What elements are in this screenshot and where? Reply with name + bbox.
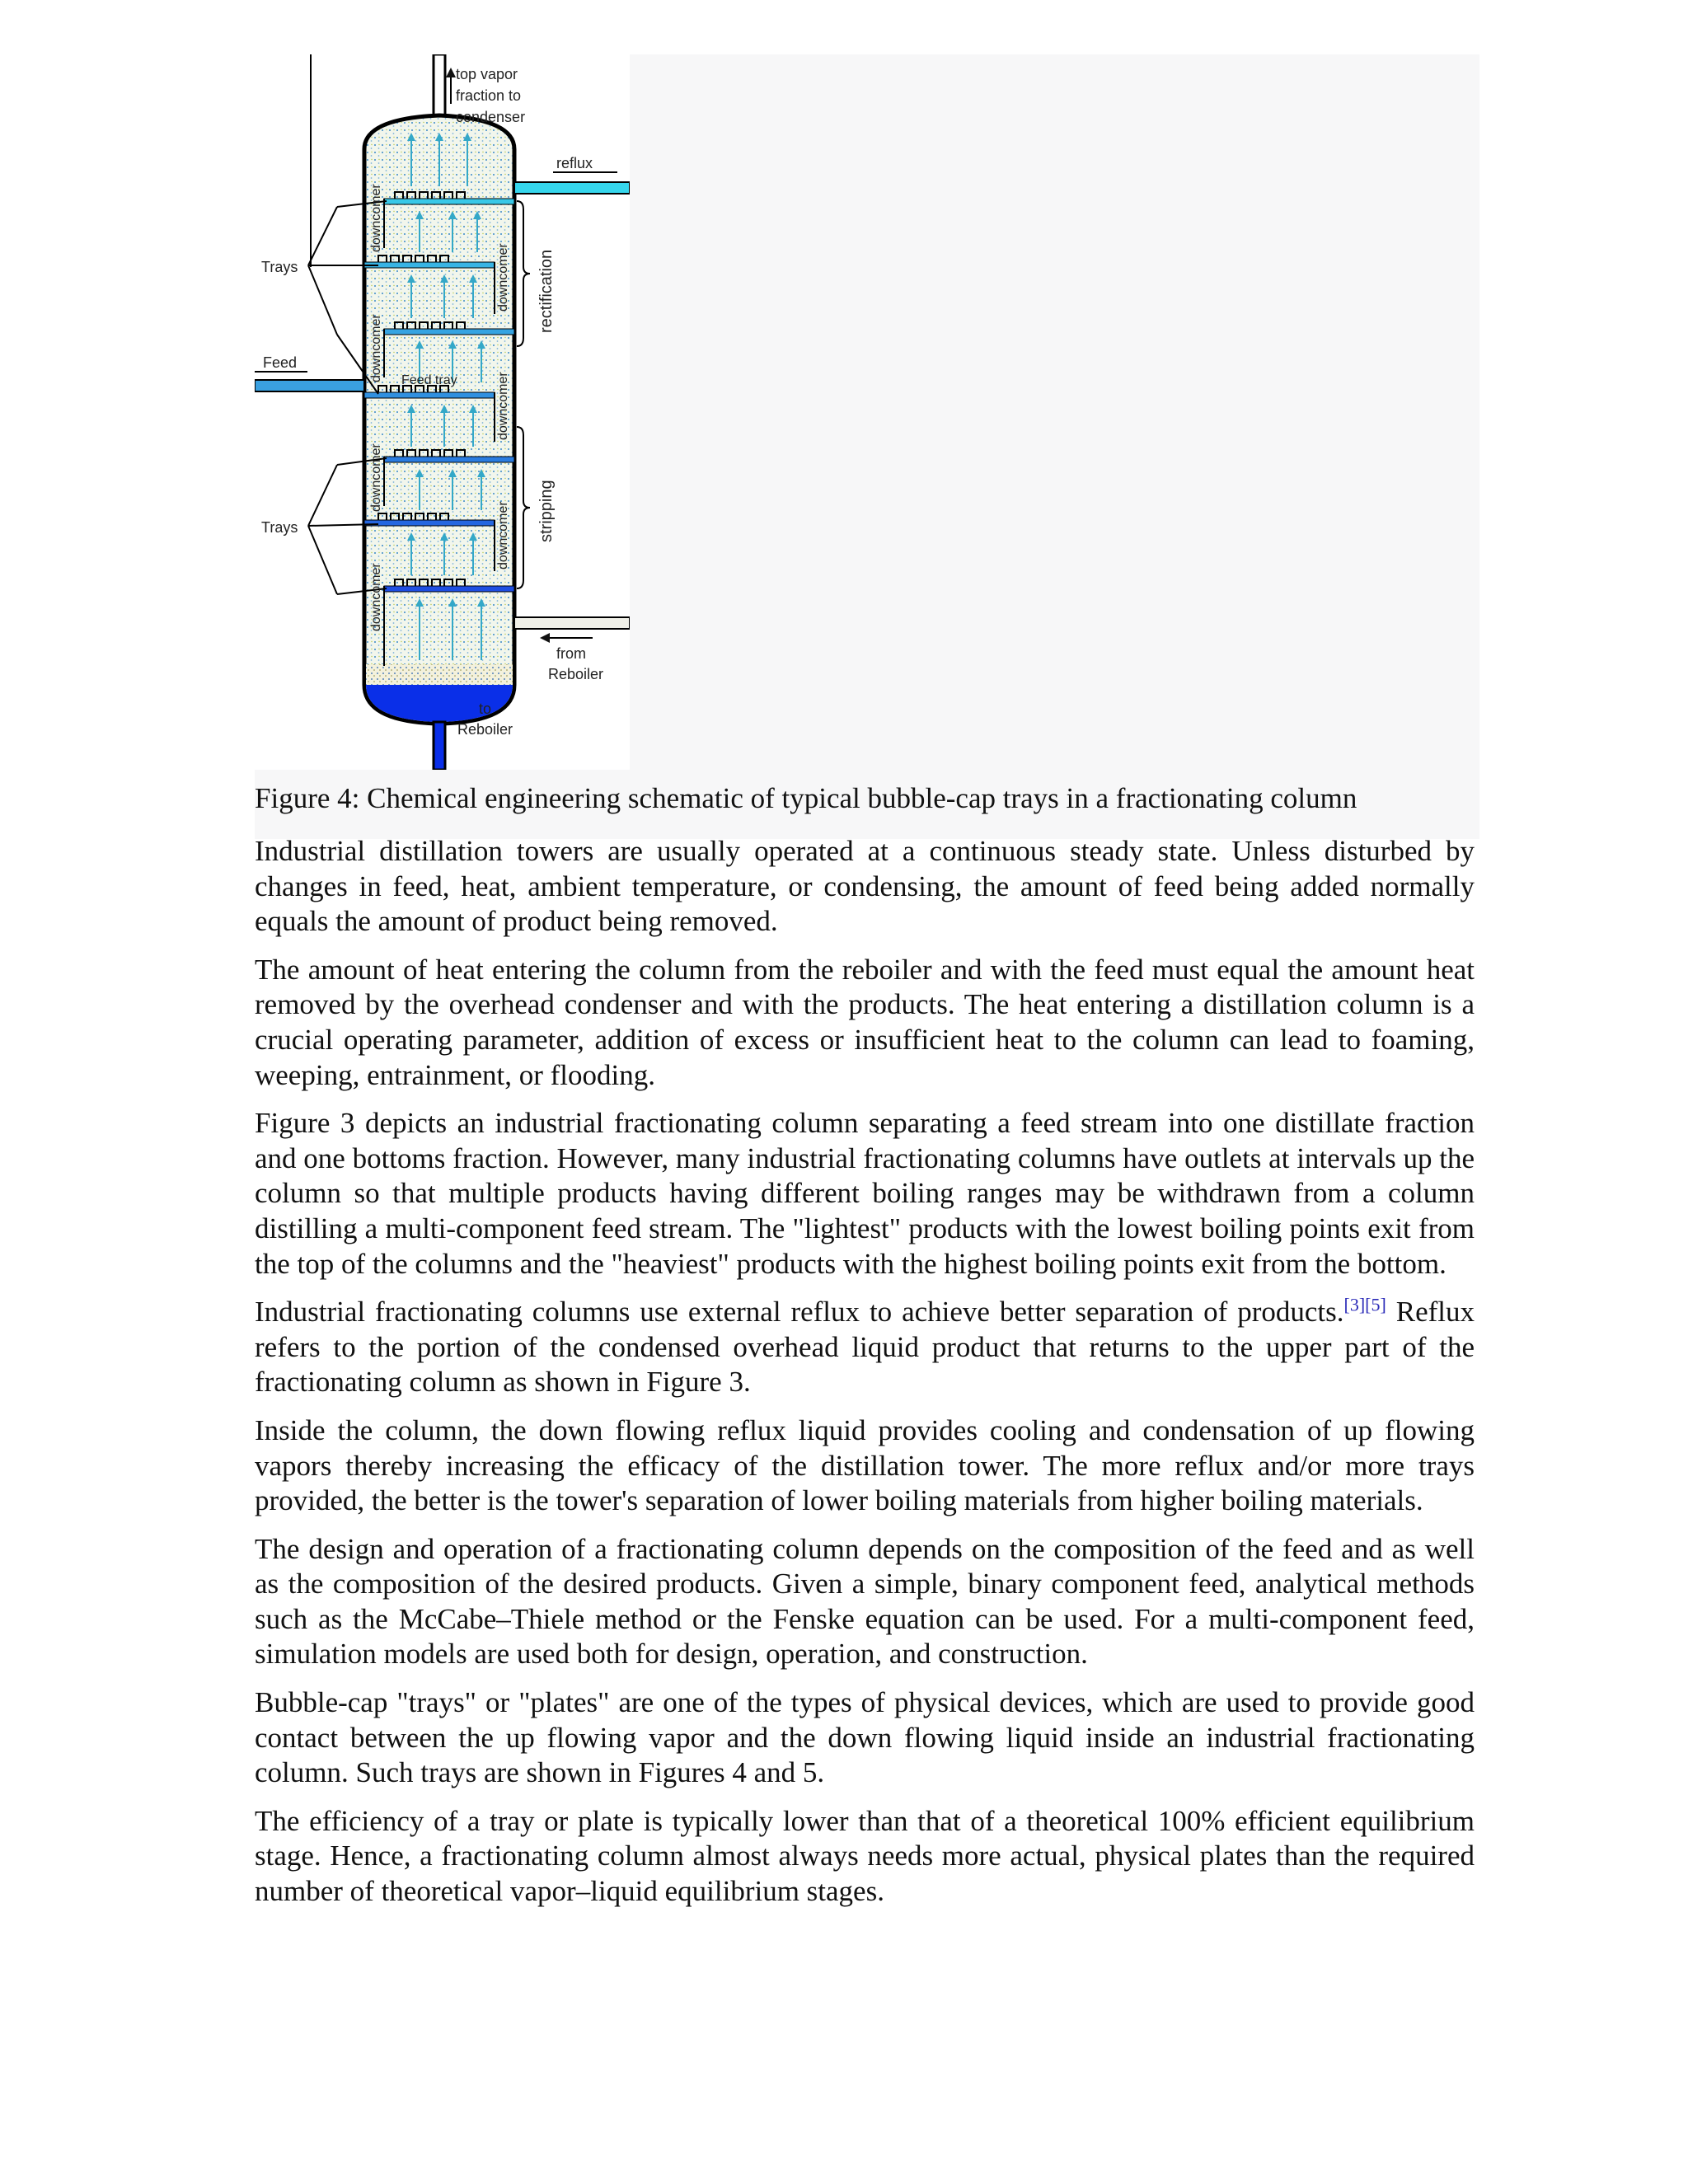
from-reboiler-label-1: from <box>556 645 586 662</box>
rectification-label: rectification <box>537 249 556 333</box>
paragraph: The efficiency of a tray or plate is typically lower than that of a theoretical 100% efficient equilibrium stage. Hence, a fractionating column almost always needs more actual, physical plates than the required number of theoretical vapor–liquid equilibrium stages. <box>255 1804 1475 1908</box>
downcomer-label: downcomer <box>496 372 510 440</box>
paragraph-text: Industrial fractionating columns use external reflux to achieve better separation of products. <box>255 1296 1344 1329</box>
figure-4 <box>255 54 1479 839</box>
citation-link[interactable]: [3][5] <box>1343 1294 1386 1315</box>
paragraph: The design and operation of a fractionating column depends on the composition of the feed and as well as the composition of the desired products. Given a simple, binary component feed, analytical methods such as the McCabe–Thiele method or the Fenske equation can be used. For a multi-component feed, simulation models are used both for design, operation, and construction. <box>255 1532 1475 1671</box>
to-reboiler-label-2: Reboiler <box>457 721 513 738</box>
paragraph: Figure 3 depicts an industrial fractionating column separating a feed stream into one distillate fraction and one bottoms fraction. However, many industrial fractionating columns have outlets at intervals up the column so that multiple products having different boiling ranges may be withdrawn from a column distilling a multi-component feed stream. The "lightest" products with the lowest boiling points exit from the top of the columns and the "heaviest" products with the highest boiling points exit from the bottom. <box>255 1107 1475 1280</box>
to-reboiler-label-1: to <box>479 701 492 717</box>
article-body <box>255 834 1475 1923</box>
top-vapor-label-1: top vapor <box>456 66 518 82</box>
from-reboiler-label-2: Reboiler <box>548 666 604 682</box>
feed-tray-label: Feed tray <box>401 373 457 387</box>
downcomer-label: downcomer <box>369 314 383 382</box>
trays-label-upper: Trays <box>261 259 298 275</box>
top-vapor-label-2: fraction to <box>456 87 522 104</box>
reflux-label: reflux <box>556 155 593 171</box>
paragraph-with-citations <box>255 1295 1475 1400</box>
figure-caption: Figure 4: Chemical engineering schematic of typical bubble-cap trays in a fractionating column <box>255 782 1357 814</box>
paragraph: The amount of heat entering the column from the reboiler and with the feed must equal the amount heat removed by the overhead condenser and with the products. The heat entering a distillation column is a crucial operating parameter, addition of excess or insufficient heat to the column can lead to foaming, weeping, entrainment, or flooding. <box>255 953 1475 1091</box>
paragraph: Industrial distillation towers are usually operated at a continuous steady state. Unless disturbed by changes in feed, heat, ambient temperature, or condensing, the amount of feed being added normally equals the amount of product being removed. <box>255 835 1475 938</box>
downcomer-label: downcomer <box>496 243 510 312</box>
downcomer-label: downcomer <box>369 184 383 252</box>
downcomer-label: downcomer <box>369 563 383 631</box>
downcomer-label: downcomer <box>496 501 510 569</box>
stripping-label: stripping <box>537 480 556 542</box>
bubble-cap-column-diagram <box>255 54 630 770</box>
paragraph: Bubble-cap "trays" or "plates" are one of the types of physical devices, which are used to provide good contact between the up flowing vapor and the down flowing liquid inside an industrial fractionating column. Such trays are shown in Figures 4 and 5. <box>255 1686 1475 1789</box>
paragraph-text: Reflux refers to the portion of the condensed overhead liquid product that returns to the upper part of the fractionating column as shown in Figure 3. <box>255 1296 1475 1399</box>
feed-label: Feed <box>263 354 298 371</box>
trays-label-lower: Trays <box>261 519 298 536</box>
paragraph: Inside the column, the down flowing reflux liquid provides cooling and condensation of up flowing vapors thereby increasing the efficacy of the distillation tower. The more reflux and/or more trays provided, the better is the tower's separation of lower boiling materials from higher boiling materials. <box>255 1413 1475 1517</box>
top-vapor-label-3: condenser <box>456 109 526 125</box>
downcomer-label: downcomer <box>369 443 383 512</box>
